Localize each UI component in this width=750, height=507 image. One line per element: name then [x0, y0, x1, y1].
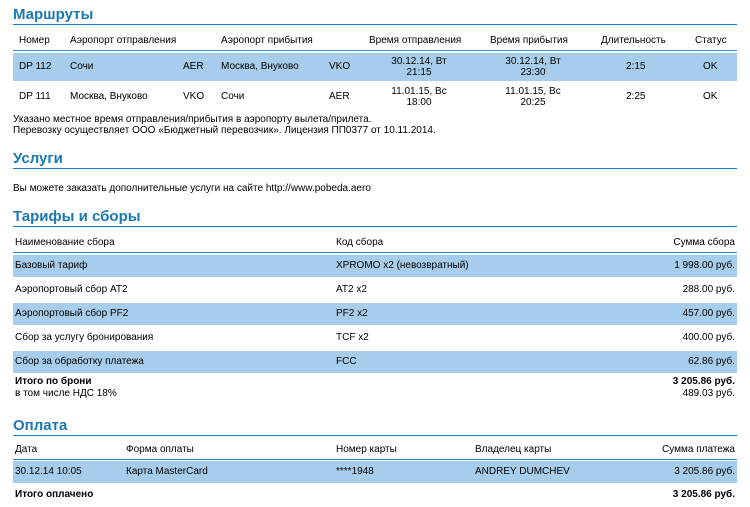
payment-header: [13, 441, 737, 460]
fee-row: [13, 327, 737, 349]
fee-name: Аэропортовый сбор AT2: [15, 284, 128, 295]
fee-row: [13, 303, 737, 325]
fee-code: PF2 x2: [336, 308, 368, 319]
services-title: Услуги: [13, 150, 737, 169]
routes-header: [13, 32, 737, 51]
col-departure-time: Время отправления: [369, 35, 462, 46]
departure-city: Москва, Внуково: [70, 91, 148, 102]
col-departure-airport: Аэропорт отправления: [70, 35, 177, 46]
arrival-datetime: [493, 56, 573, 78]
arrival-code: VKO: [329, 61, 351, 72]
fees-vat-value: 489.03 руб.: [682, 388, 735, 399]
fee-amount: 457.00 руб.: [682, 308, 735, 319]
arrival-date: 30.12.14, Вт: [505, 56, 561, 67]
col-duration: Длительность: [601, 35, 666, 46]
payment-total-value: 3 205.86 руб.: [672, 489, 735, 500]
duration: 2:15: [626, 61, 646, 72]
departure-date: 30.12.14, Вт: [391, 56, 447, 67]
fee-code: TCF x2: [336, 332, 369, 343]
arrival-date: 11.01.15, Вс: [505, 86, 561, 97]
fee-name: Сбор за обработку платежа: [15, 356, 144, 367]
col-number: Номер: [19, 35, 50, 46]
services-text: Вы можете заказать дополнительные услуги на сайте http://www.pobeda.aero: [13, 183, 371, 194]
col-arrival-time: Время прибытия: [490, 35, 568, 46]
col-arrival-airport: Аэропорт прибытия: [221, 35, 313, 46]
fee-name: Базовый тариф: [15, 260, 88, 271]
col-fee-name: Наименование сбора: [15, 237, 115, 248]
fee-code: AT2 x2: [336, 284, 367, 295]
departure-datetime: [379, 86, 459, 108]
fee-amount: 288.00 руб.: [682, 284, 735, 295]
status-value: OK: [703, 91, 718, 102]
fee-name: Сбор за услугу бронирования: [15, 332, 154, 343]
routes-note-time: Указано местное время отправления/прибытия в аэропорту вылета/прилета.: [13, 114, 372, 125]
col-fee-amount: Сумма сбора: [673, 237, 735, 248]
payment-title: Оплата: [13, 417, 737, 436]
departure-time: 18:00: [406, 97, 432, 108]
fee-amount: 400.00 руб.: [682, 332, 735, 343]
fees-header: [13, 234, 737, 253]
col-payment-date: Дата: [15, 444, 38, 455]
fees-vat-label: в том числе НДС 18%: [15, 388, 117, 399]
route-row: [13, 83, 737, 111]
arrival-city: Москва, Внуково: [221, 61, 299, 72]
departure-datetime: [379, 56, 459, 78]
col-card-owner: Владелец карты: [475, 444, 552, 455]
payment-total-row: [13, 489, 737, 500]
arrival-code: AER: [329, 91, 350, 102]
col-payment-method: Форма оплаты: [126, 444, 194, 455]
fee-name: Аэропортовый сбор PF2: [15, 308, 129, 319]
duration: 2:25: [626, 91, 646, 102]
fee-code: XPROMO x2 (невозвратный): [336, 260, 469, 271]
fee-amount: 1 998.00 руб.: [674, 260, 735, 271]
flight-number: DP 111: [19, 91, 51, 102]
payment-total-label: Итого оплачено: [15, 489, 94, 500]
fee-row: [13, 351, 737, 373]
fees-total-value: 3 205.86 руб.: [672, 376, 735, 387]
arrival-time: 23:30: [520, 67, 546, 78]
fees-title: Тарифы и сборы: [13, 208, 737, 227]
fee-code: FCC: [336, 356, 357, 367]
fees-total-label: Итого по брони: [15, 376, 92, 387]
departure-time: 21:15: [406, 67, 432, 78]
arrival-time: 20:25: [520, 97, 546, 108]
routes-title: Маршруты: [13, 6, 737, 25]
departure-code: VKO: [183, 91, 205, 102]
payment-method: Карта MasterCard: [126, 466, 208, 477]
fee-amount: 62.86 руб.: [688, 356, 735, 367]
card-owner: ANDREY DUMCHEV: [475, 466, 570, 477]
col-status: Статус: [695, 35, 727, 46]
payment-row: [13, 461, 737, 483]
departure-city: Сочи: [70, 61, 94, 72]
fee-row: [13, 279, 737, 301]
card-number: ****1948: [336, 466, 374, 477]
fees-vat-row: [13, 388, 737, 399]
arrival-city: Сочи: [221, 91, 245, 102]
payment-amount: 3 205.86 руб.: [674, 466, 735, 477]
routes-note-carrier: Перевозку осуществляет ООО «Бюджетный перевозчик». Лицензия ПП0377 от 10.11.2014.: [13, 125, 436, 136]
col-payment-amount: Сумма платежа: [662, 444, 735, 455]
flight-number: DP 112: [19, 61, 52, 72]
route-row: [13, 53, 737, 81]
col-card-number: Номер карты: [336, 444, 397, 455]
departure-code: AER: [183, 61, 204, 72]
fee-row: [13, 255, 737, 277]
departure-date: 11.01.15, Вс: [391, 86, 447, 97]
payment-date: 30.12.14 10:05: [15, 466, 82, 477]
arrival-datetime: [493, 86, 573, 108]
fees-total-row: [13, 376, 737, 387]
col-fee-code: Код сбора: [336, 237, 384, 248]
status-value: OK: [703, 61, 718, 72]
